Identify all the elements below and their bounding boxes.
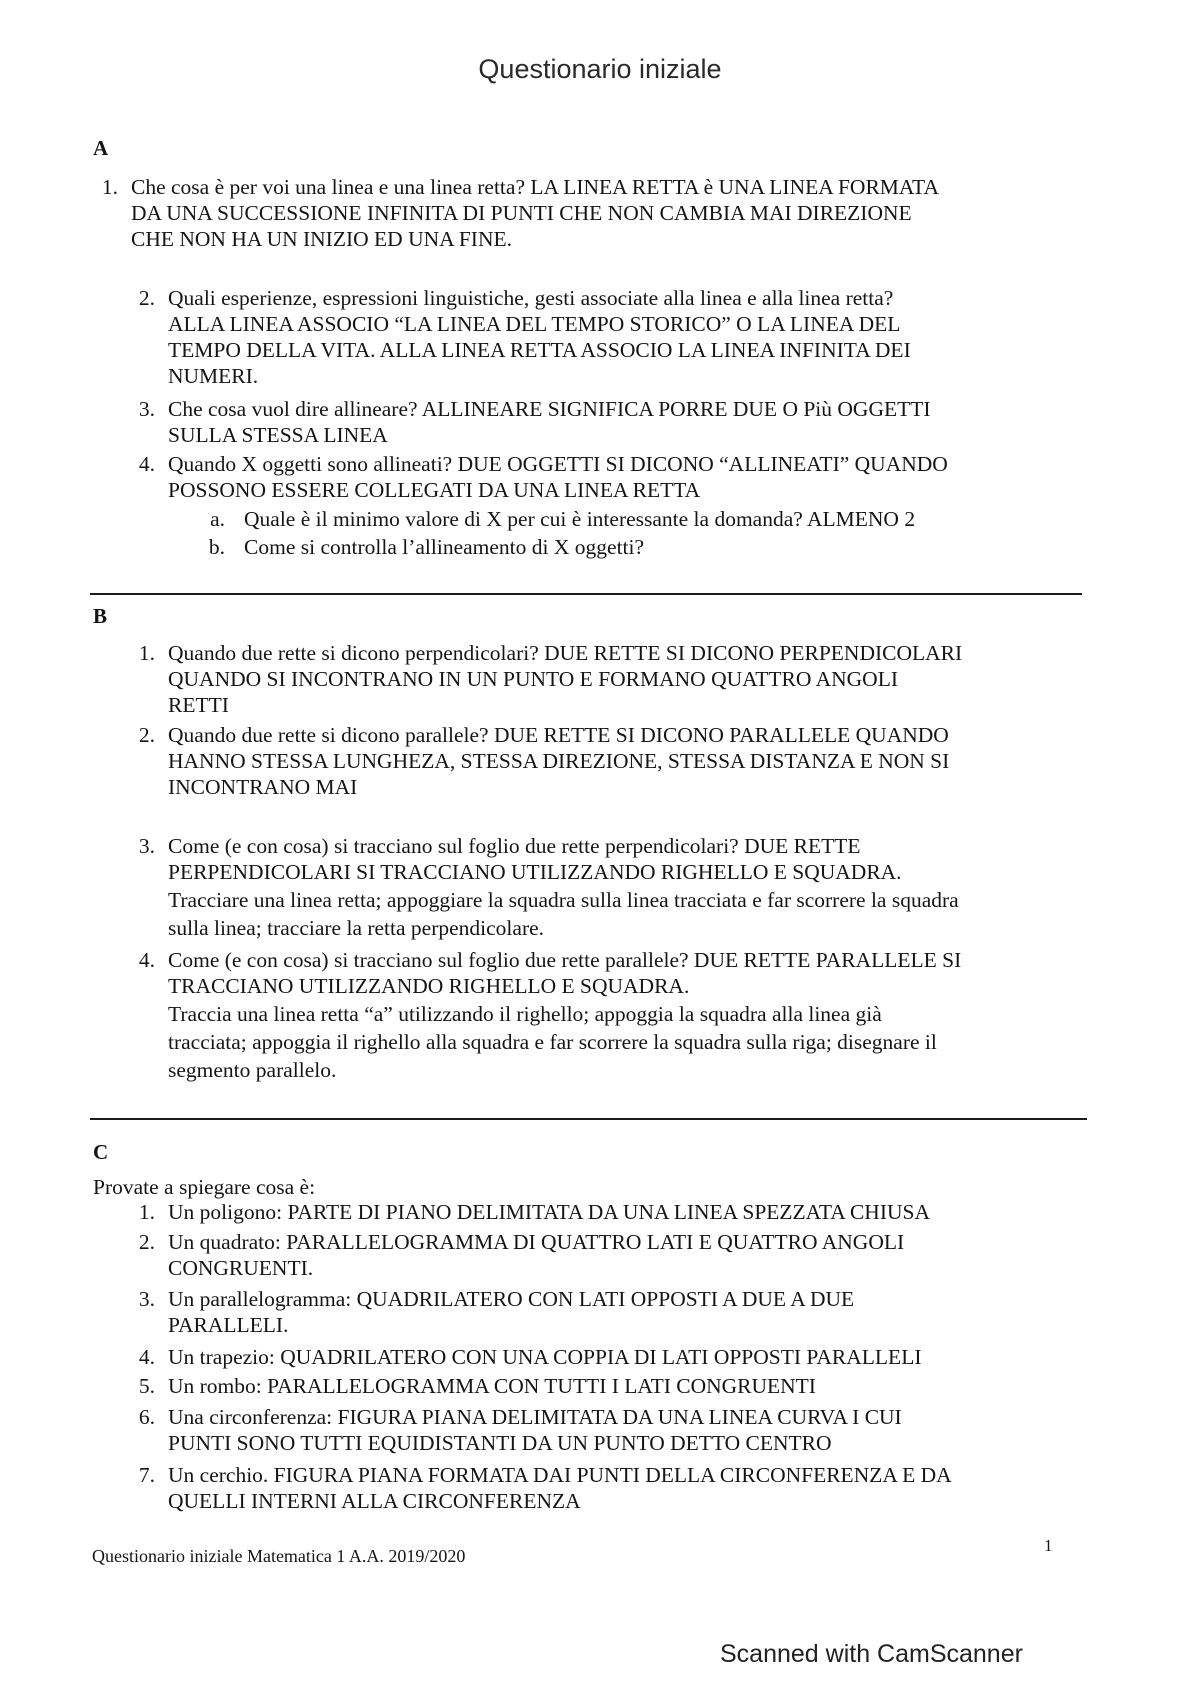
- section-c-item-line: Una circonferenza: FIGURA PIANA DELIMITATA DA UNA LINEA CURVA I CUI: [168, 1405, 902, 1429]
- section-b-q1-line: RETTI: [168, 693, 229, 717]
- section-b-q4-line: Come (e con cosa) si tracciano sul foglio due rette parallele? DUE RETTE PARALLELE SI: [168, 948, 962, 972]
- section-c-item-line: Un poligono: PARTE DI PIANO DELIMITATA DA UNA LINEA SPEZZATA CHIUSA: [168, 1200, 930, 1224]
- section-c-item-line: Un rombo: PARALLELOGRAMMA CON TUTTI I LATI CONGRUENTI: [168, 1374, 816, 1398]
- section-c-item-line: QUELLI INTERNI ALLA CIRCONFERENZA: [168, 1489, 581, 1513]
- section-a-label: A: [93, 136, 109, 160]
- section-b-q1-line: QUANDO SI INCONTRANO IN UN PUNTO E FORMANO QUATTRO ANGOLI: [168, 667, 899, 691]
- section-b-q3-number: 3.: [138, 834, 155, 858]
- section-c-item-number: 1.: [138, 1200, 155, 1224]
- section-c-item-line: PARALLELI.: [168, 1313, 289, 1337]
- section-divider: [90, 593, 1082, 595]
- page-title: Questionario iniziale: [478, 54, 722, 84]
- section-a-q2-line: ALLA LINEA ASSOCIO “LA LINEA DEL TEMPO STORICO” O LA LINEA DEL: [168, 312, 901, 336]
- section-b-q2-line: HANNO STESSA LUNGHEZA, STESSA DIREZIONE, STESSA DISTANZA E NON SI: [168, 749, 950, 773]
- page-footer: Questionario iniziale Matematica 1 A.A. 2019/2020: [92, 1546, 466, 1566]
- section-a-q1-line: DA UNA SUCCESSIONE INFINITA DI PUNTI CHE NON CAMBIA MAI DIREZIONE: [131, 201, 912, 225]
- section-c-item-number: 6.: [138, 1405, 155, 1429]
- section-a-q3-line: SULLA STESSA LINEA: [168, 423, 388, 447]
- section-b-q1-number: 1.: [138, 641, 155, 665]
- section-c-item-number: 5.: [138, 1374, 155, 1398]
- section-c-item-number: 2.: [138, 1230, 155, 1254]
- section-c-item-line: Un parallelogramma: QUADRILATERO CON LATI OPPOSTI A DUE A DUE: [168, 1287, 855, 1311]
- section-c-item-line: PUNTI SONO TUTTI EQUIDISTANTI DA UN PUNTO DETTO CENTRO: [168, 1431, 832, 1455]
- section-b-q3-line: Come (e con cosa) si tracciano sul foglio due rette perpendicolari? DUE RETTE: [168, 834, 861, 858]
- section-c-item-number: 4.: [138, 1345, 155, 1369]
- section-b-q4-line: tracciata; appoggia il righello alla squadra e far scorrere la squadra sulla riga; disegnare il: [168, 1030, 937, 1054]
- section-a-q2-line: TEMPO DELLA VITA. ALLA LINEA RETTA ASSOCIO LA LINEA INFINITA DEI: [168, 338, 911, 362]
- section-a-q4-number: 4.: [138, 452, 155, 476]
- section-b-q4-line: segmento parallelo.: [168, 1058, 337, 1082]
- section-c-item-line: CONGRUENTI.: [168, 1256, 314, 1280]
- section-a-q2-line: NUMERI.: [168, 364, 259, 388]
- section-b-q2-number: 2.: [138, 723, 155, 747]
- section-a-q4b-text: Come si controlla l’allineamento di X oggetti?: [244, 535, 645, 559]
- section-c-item-line: Un trapezio: QUADRILATERO CON UNA COPPIA DI LATI OPPOSTI PARALLELI: [168, 1345, 922, 1369]
- section-c-item-line: Un cerchio. FIGURA PIANA FORMATA DAI PUNTI DELLA CIRCONFERENZA E DA: [168, 1463, 952, 1487]
- section-a-q2-number: 2.: [138, 286, 155, 310]
- scanner-watermark: Scanned with CamScanner: [720, 1640, 1023, 1668]
- section-c-label: C: [93, 1140, 109, 1164]
- section-a-q3-line: Che cosa vuol dire allineare? ALLINEARE SIGNIFICA PORRE DUE O Più OGGETTI: [168, 397, 931, 421]
- section-a-q4-line: POSSONO ESSERE COLLEGATI DA UNA LINEA RETTA: [168, 478, 701, 502]
- section-c-item-number: 3.: [138, 1287, 155, 1311]
- section-a-q1-line: CHE NON HA UN INIZIO ED UNA FINE.: [131, 227, 512, 251]
- section-a-q1-line: Che cosa è per voi una linea e una linea retta? LA LINEA RETTA è UNA LINEA FORMATA: [131, 175, 939, 199]
- section-a-q4b-letter: b.: [208, 535, 225, 559]
- section-c-intro: Provate a spiegare cosa è:: [93, 1175, 316, 1199]
- section-b-q3-line: Tracciare una linea retta; appoggiare la squadra sulla linea tracciata e far scorrere la squadra: [168, 888, 959, 912]
- section-a-q4-line: Quando X oggetti sono allineati? DUE OGGETTI SI DICONO “ALLINEATI” QUANDO: [168, 452, 948, 476]
- section-a-q1-number: 1.: [101, 175, 118, 199]
- section-b-label: B: [93, 604, 108, 628]
- section-c-item-number: 7.: [138, 1463, 155, 1487]
- section-b-q1-line: Quando due rette si dicono perpendicolari? DUE RETTE SI DICONO PERPENDICOLARI: [168, 641, 963, 665]
- section-b-q4-line: TRACCIANO UTILIZZANDO RIGHELLO E SQUADRA.: [168, 974, 690, 998]
- section-b-q4-line: Traccia una linea retta “a” utilizzando il righello; appoggia la squadra alla linea già: [168, 1002, 882, 1026]
- section-b-q2-line: INCONTRANO MAI: [168, 775, 358, 799]
- page-number: 1: [1044, 1536, 1053, 1555]
- section-a-q4a-text: Quale è il minimo valore di X per cui è interessante la domanda? ALMENO 2: [244, 507, 916, 531]
- section-a-q4a-letter: a.: [210, 507, 225, 531]
- section-c-item-line: Un quadrato: PARALLELOGRAMMA DI QUATTRO LATI E QUATTRO ANGOLI: [168, 1230, 905, 1254]
- section-b-q3-line: PERPENDICOLARI SI TRACCIANO UTILIZZANDO RIGHELLO E SQUADRA.: [168, 860, 902, 884]
- section-b-q2-line: Quando due rette si dicono parallele? DUE RETTE SI DICONO PARALLELE QUANDO: [168, 723, 949, 747]
- section-b-q4-number: 4.: [138, 948, 155, 972]
- section-a-q2-line: Quali esperienze, espressioni linguistiche, gesti associate alla linea e alla linea retta?: [168, 286, 894, 310]
- section-a-q3-number: 3.: [138, 397, 155, 421]
- section-divider: [90, 1118, 1087, 1120]
- section-b-q3-line: sulla linea; tracciare la retta perpendicolare.: [168, 916, 545, 940]
